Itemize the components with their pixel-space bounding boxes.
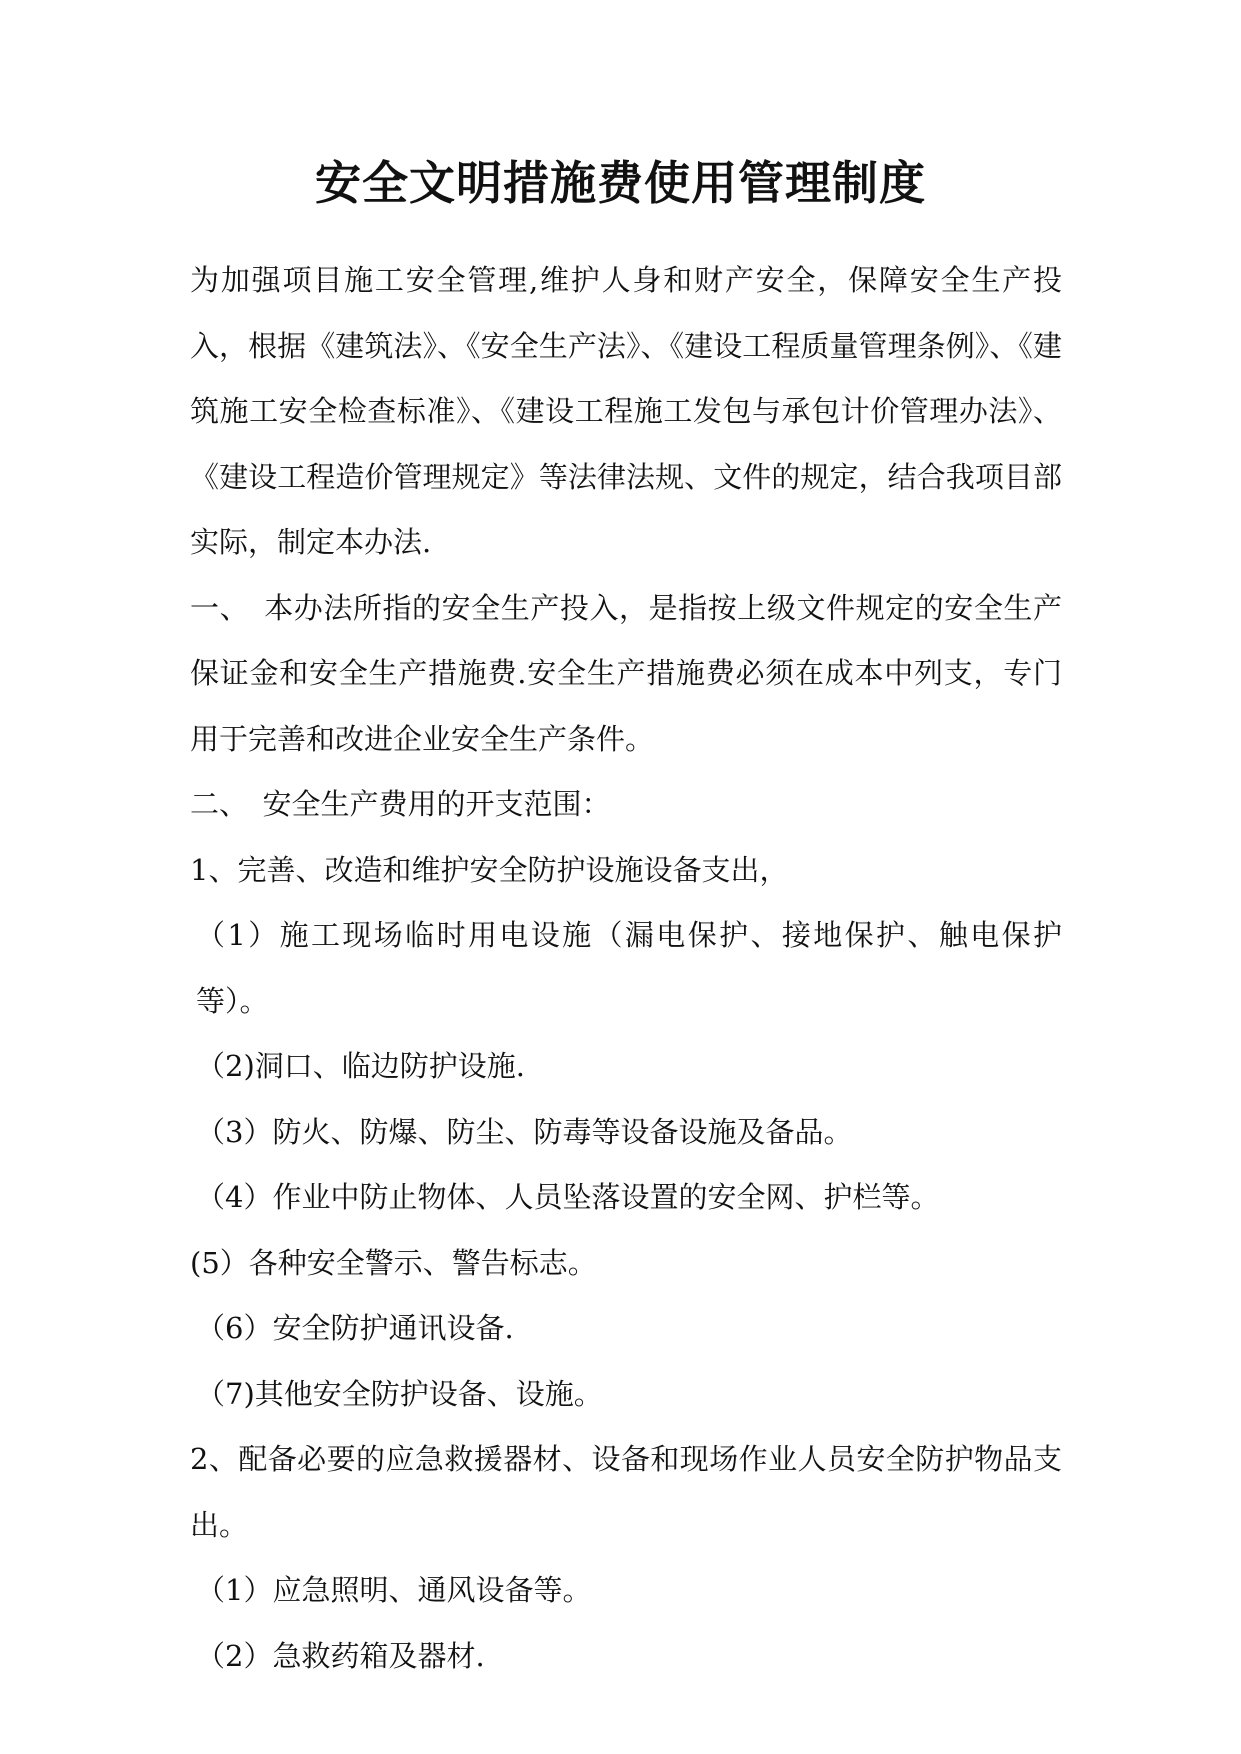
sub-item-1-1: （1）施工现场临时用电设施（漏电保护、接地保护、触电保护等）。 — [196, 918, 1062, 1018]
sub-item-1-4: （4）作业中防止物体、人员坠落设置的安全网、护栏等。 — [196, 1180, 940, 1214]
document-body — [190, 248, 1062, 1689]
section-two-heading: 二、 安全生产费用的开支范围： — [190, 787, 611, 821]
sub-item-2-2: （2）急救药箱及器材. — [196, 1638, 485, 1673]
intro-paragraph: 为加强项目施工安全管理,维护人身和财产安全，保障安全生产投入，根据《建筑法》、《安全生产法》、《建设工程质量管理条例》、《建筑施工安全检查标准》、《建设工程施工发包与承包计价管理办法》、《建设工程造价管理规定》等法律法规、文件的规定，结合我项目部实际，制定本办法. — [190, 263, 1062, 559]
item-1-heading: 1、完善、改造和维护安全防护设施设备支出， — [190, 852, 789, 887]
sub-item-1-6: （6）安全防护通讯设备. — [196, 1311, 514, 1345]
sub-item-2-1: （1）应急照明、通风设备等。 — [196, 1573, 592, 1607]
item-2-heading: 2、配备必要的应急救援器材、设备和现场作业人员安全防护物品支出。 — [190, 1442, 1062, 1542]
section-one-paragraph: 一、 本办法所指的安全生产投入，是指按上级文件规定的安全生产保证金和安全生产措施费.安全生产措施费必须在成本中列支，专门用于完善和改进企业安全生产条件。 — [190, 590, 1062, 756]
document-title: 安全文明措施费使用管理制度 — [315, 156, 926, 210]
sub-item-1-2: （2)洞口、临边防护设施. — [196, 1049, 525, 1083]
sub-item-1-5: (5）各种安全警示、警告标志。 — [190, 1245, 597, 1280]
sub-item-1-3: （3）防火、防爆、防尘、防毒等设备设施及备品。 — [196, 1114, 853, 1149]
sub-item-1-7: （7)其他安全防护设备、设施。 — [196, 1376, 603, 1411]
